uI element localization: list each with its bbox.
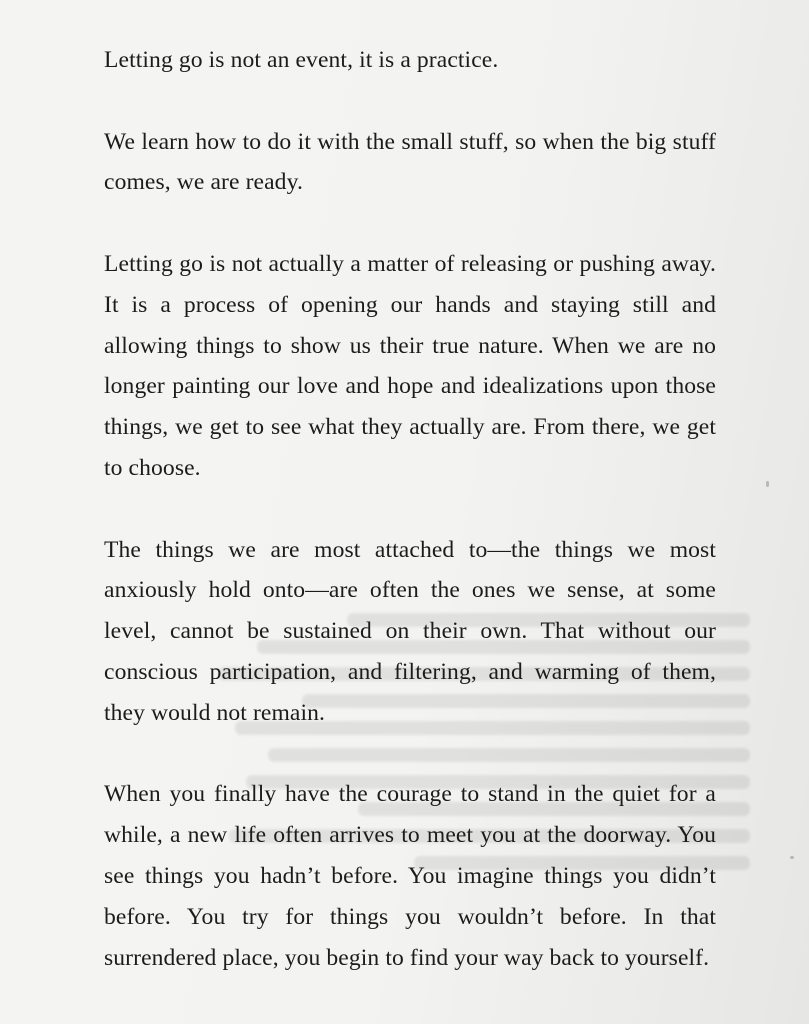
body-text [104,40,716,1019]
paper-speck [766,481,769,487]
paragraph: Letting go is not actually a matter of releasing or pushing away. It is a process of opening our hands and staying still and allowing things to show us their true nature. When we are no longer painting our love and hope and idealizations upon those things, we get to see what they actually are. From there, we get to choose. [104,250,716,481]
paragraph: We learn how to do it with the small stuff, so when the big stuff comes, we are ready. [104,128,716,196]
paper-speck [790,856,794,859]
paragraph: Letting go is not an event, it is a practice. [104,47,499,73]
paragraph: When you finally have the courage to stand in the quiet for a while, a new life often arrives to meet you at the doorway. You see things you hadn’t before. You imagine things you didn’t before. You try for things you wouldn’t before. In that surrendered place, you begin to find your way back to yourself. [104,781,716,971]
paragraph: The things we are most attached to—the things we most anxiously hold onto—are often the ones we sense, at some level, cannot be sustained on their own. That without our conscious participation, and filtering, and warming of them, they would not remain. [104,536,716,726]
